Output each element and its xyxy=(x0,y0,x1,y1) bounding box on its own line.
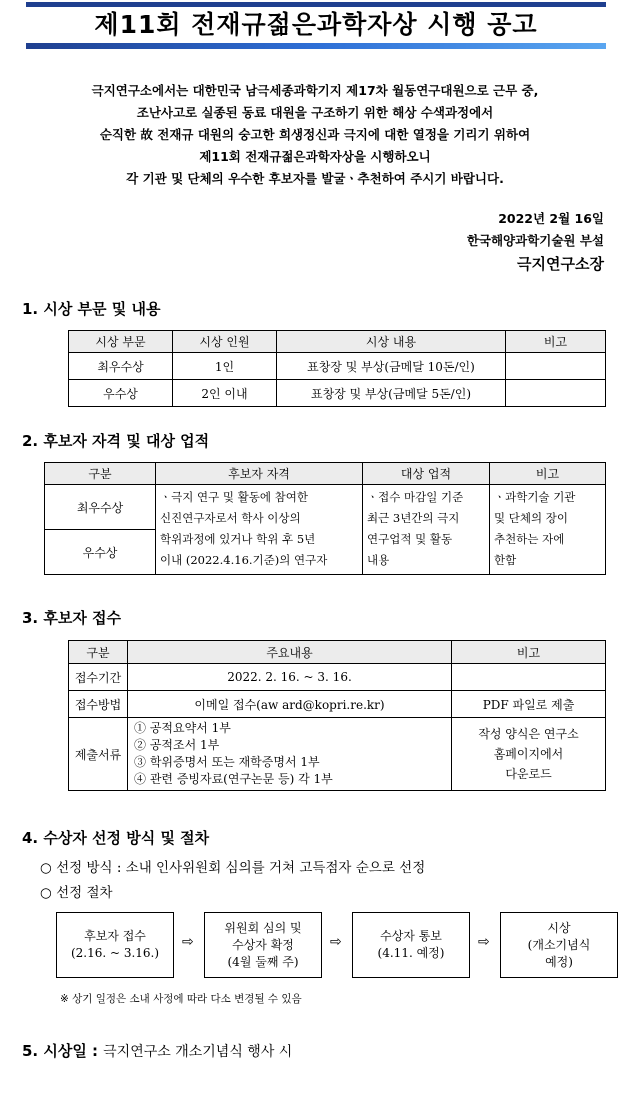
section3-heading: 3. 후보자 접수 xyxy=(22,609,122,627)
step-line: 시상 xyxy=(547,920,571,935)
cell-line: 연구업적 및 활동 xyxy=(367,532,453,546)
cell-line: 한함 xyxy=(494,553,517,567)
table-cell: 제출서류 xyxy=(69,718,128,791)
table-cell: 2인 이내 xyxy=(173,380,277,407)
intro-line: 순직한 故 전재규 대원의 숭고한 희생정신과 극지에 대한 열정을 기리기 위하여 xyxy=(99,127,531,142)
cell-line: 이내 (2022.4.16.기준)의 연구자 xyxy=(160,553,328,567)
document-item: ② 공적조서 1부 xyxy=(134,738,220,752)
table-cell xyxy=(452,664,606,691)
table-header-row xyxy=(69,641,606,664)
organization-parent: 한국해양과학기술원 부설 xyxy=(466,233,604,248)
table-cell xyxy=(506,353,606,380)
banner-bottom-bar xyxy=(26,43,606,49)
arrow-right-icon: ⇨ xyxy=(478,934,490,950)
arrow-right-icon: ⇨ xyxy=(182,934,194,950)
table-header: 시상 부문 xyxy=(69,331,173,353)
table-header: 구분 xyxy=(69,641,128,664)
award-date xyxy=(22,1040,292,1061)
award-category-table xyxy=(68,330,606,407)
step-box xyxy=(500,912,618,978)
documents-note xyxy=(452,718,606,791)
page-title: 제11회 전재규젊은과학자상 시행 공고 xyxy=(94,10,538,39)
table-header: 시상 내용 xyxy=(277,331,506,353)
cell-line: 홈페이지에서 xyxy=(493,747,564,761)
document-item: ④ 관련 증빙자료(연구논문 등) 각 1부 xyxy=(134,772,333,786)
table-cell: 최우수상 xyxy=(69,353,173,380)
table-cell: 표창장 및 부상(금메달 10돈/인) xyxy=(277,353,506,380)
table-cell: 우수상 xyxy=(69,380,173,407)
award-date-value: 극지연구소 개소기념식 행사 시 xyxy=(103,1044,293,1060)
cell-line: 작성 양식은 연구소 xyxy=(478,727,579,741)
cell-line: 최근 3년간의 극지 xyxy=(367,511,460,525)
table-cell: PDF 파일로 제출 xyxy=(452,691,606,718)
table-cell: 표창장 및 부상(금메달 5돈/인) xyxy=(277,380,506,407)
cell-line: 및 단체의 장이 xyxy=(494,511,568,525)
section1-heading: 1. 시상 부문 및 내용 xyxy=(22,300,161,318)
step-line: (2.16. ~ 3.16.) xyxy=(70,946,160,960)
table-header: 주요내용 xyxy=(128,641,452,664)
cell-line: ㆍ극지 연구 및 활동에 참여한 xyxy=(160,490,308,504)
table-header: 비고 xyxy=(506,331,606,353)
row-label-top-award: 최우수상 xyxy=(45,485,156,530)
eligibility-table xyxy=(44,462,606,575)
table-header-row xyxy=(69,331,606,353)
table-header: 비고 xyxy=(452,641,606,664)
submission-period: 2022. 2. 16. ~ 3. 16. xyxy=(128,664,452,691)
table-row xyxy=(45,485,606,530)
table-cell: 1인 xyxy=(173,353,277,380)
cell-line: 추천하는 자에 xyxy=(494,532,565,546)
cell-line: 학위과정에 있거나 학위 후 5년 xyxy=(160,532,316,546)
table-row xyxy=(69,691,606,718)
section5-heading: 5. 시상일 : xyxy=(22,1042,99,1060)
table-header: 구분 xyxy=(45,463,156,485)
intro-line: 제11회 전재규젊은과학자상을 시행하오니 xyxy=(199,149,431,164)
title-banner xyxy=(26,2,606,49)
table-header: 비고 xyxy=(490,463,606,485)
table-header: 시상 인원 xyxy=(173,331,277,353)
section2-heading: 2. 후보자 자격 및 대상 업적 xyxy=(22,432,210,450)
table-row xyxy=(69,353,606,380)
submission-table xyxy=(68,640,606,791)
required-documents xyxy=(128,718,452,791)
schedule-footnote: ※ 상기 일정은 소내 사정에 따라 다소 변경될 수 있음 xyxy=(60,993,302,1005)
intro-paragraph xyxy=(14,80,616,190)
table-row xyxy=(69,664,606,691)
table-header-row xyxy=(45,463,606,485)
step-box xyxy=(204,912,322,978)
step-line: (4.11. 예정) xyxy=(377,946,445,960)
step-line: 위원회 심의 및 xyxy=(224,920,302,935)
step-line: 수상자 확정 xyxy=(232,937,294,952)
table-cell: 접수기간 xyxy=(69,664,128,691)
step-line: 예정) xyxy=(545,954,573,969)
table-row xyxy=(69,718,606,791)
table-header: 대상 업적 xyxy=(363,463,490,485)
step-line: 후보자 접수 xyxy=(84,929,146,943)
step-box xyxy=(56,912,174,978)
note-cell xyxy=(490,485,606,575)
table-row xyxy=(69,380,606,407)
cell-line: 신진연구자로서 학사 이상의 xyxy=(160,511,301,525)
intro-line: 조난사고로 실종된 동료 대원을 구조하기 위한 해상 수색과정에서 xyxy=(136,105,494,120)
cell-line: 내용 xyxy=(367,553,390,567)
selection-method: ○ 선정 방식 : 소내 인사위원회 심의를 거쳐 고득점자 순으로 선정 xyxy=(40,860,426,876)
announcement-date: 2022년 2월 16일 xyxy=(498,211,604,226)
step-line: (4월 둘째 주) xyxy=(227,954,299,969)
organization-head: 극지연구소장 xyxy=(517,255,604,273)
table-cell: 접수방법 xyxy=(69,691,128,718)
step-box xyxy=(352,912,470,978)
cell-line: ㆍ접수 마감일 기준 xyxy=(367,490,464,504)
intro-line: 각 기관 및 단체의 우수한 후보자를 발굴ㆍ추천하여 주시기 바랍니다. xyxy=(126,171,504,186)
cell-line: 다운로드 xyxy=(505,767,552,781)
submission-method: 이메일 접수(aw ard@kopri.re.kr) xyxy=(128,691,452,718)
achievement-cell xyxy=(363,485,490,575)
step-line: (개소기념식 xyxy=(527,937,591,952)
step-line: 수상자 통보 xyxy=(380,929,442,943)
document-item: ① 공적요약서 1부 xyxy=(134,721,231,735)
table-header: 후보자 자격 xyxy=(156,463,363,485)
document-item: ③ 학위증명서 또는 재학증명서 1부 xyxy=(134,755,320,769)
section4-heading: 4. 수상자 선정 방식 및 절차 xyxy=(22,829,210,847)
selection-procedure: ○ 선정 절차 xyxy=(40,885,113,901)
row-label-excellence-award: 우수상 xyxy=(45,530,156,575)
table-cell xyxy=(506,380,606,407)
qualification-cell xyxy=(156,485,363,575)
arrow-right-icon: ⇨ xyxy=(330,934,342,950)
intro-line: 극지연구소에서는 대한민국 남극세종과학기지 제17차 월동연구대원으로 근무 중, xyxy=(91,83,539,98)
cell-line: ㆍ과학기술 기관 xyxy=(494,490,576,504)
signature-block xyxy=(467,208,604,276)
